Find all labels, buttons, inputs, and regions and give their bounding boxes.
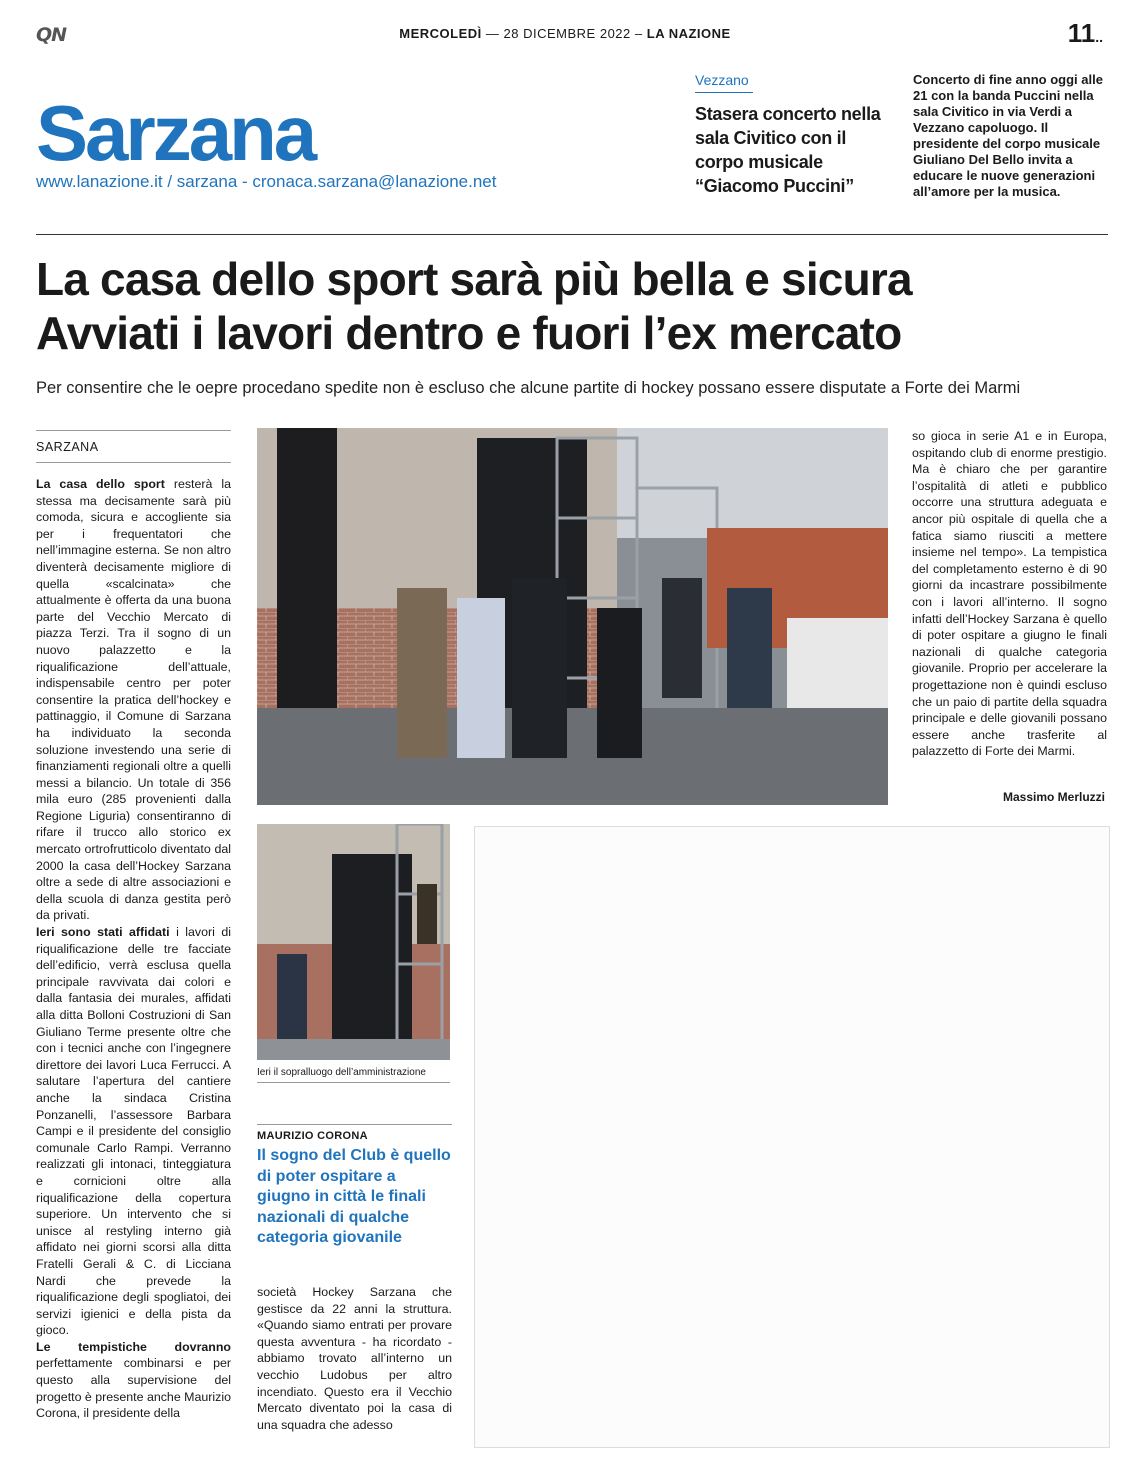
main-photo	[257, 428, 888, 805]
page-number-value: 11	[1067, 18, 1096, 48]
dateline-day: MERCOLEDÌ	[399, 26, 482, 41]
pull-quote: Il sogno del Club è quello di poter ospitare a giugno in città le finali nazionali di qualche categoria giovanile	[257, 1147, 451, 1246]
paragraph-body: resterà la stessa ma decisamente sarà più comoda, sicura e accogliente sia per i frequentatori che nell’immagine esterna. Se non altro diventerà decisamente migliore di quella «scalcinata» che attualmente è offerta da una buona parte del Vecchio Mercato di piazza Terzi. Tra il sogno di un nuovo palazzetto e la riqualificazione dell’attuale, indispensabile centro per poter consentire la pratica dell’hockey e pattinaggio, il Comune di Sarzana ha individuato la seconda soluzione investendo una serie di finanziamenti regionali oltre a quelli messi a bilancio. Un totale di 356 mila euro (285 provenienti dalla Regione Liguria) consentiranno di rifare il trucco allo storico ex mercato ortrofrutticolo diventato dal 2000 la casa dell’Hockey Sarzana oltre a sede di altre associazioni e della scuola di danza gestita però da privati.	[36, 477, 231, 923]
article-subheadline: Per consentire che le oepre procedano spedite non è escluso che alcune partite di hockey possano essere disputate a Forte dei Marmi	[36, 379, 1021, 397]
dateline-separator: –	[634, 26, 643, 41]
dateline-rule-bottom	[36, 462, 231, 463]
dateline-rule-top	[36, 430, 231, 431]
qn-logo: QN	[36, 24, 67, 46]
quote-divider	[257, 1124, 452, 1125]
paragraph-body: i lavori di riqualificazione delle tre facciate dell’edificio, verrà esclusa quella principale ravvivata dai colori e dalla fantasia dei murales, affidati alla ditta Bolloni Costruzioni di San Giuliano Terme presente oltre che con i tecnici anche con l’ingegnere direttore dei lavori Luca Ferrucci. A salutare l’apertura del cantiere anche la sindaca Cristina Ponzanelli, l’assessore Barbara Campi e il presidente del consiglio comunale Carlo Rampi. Verranno realizzati gli intonaci, tinteggiatura e cornicioni oltre alla riqualificazione della copertura superiore. Un intervento che si unisce al restyling interno già affidato nei giorni scorsi alla ditta Fratelli Gerali & C. di Licciana Nardi che prevede la riqualificazione degli spogliatoi, dei servizi igienici e della pista da gioco.	[36, 925, 231, 1338]
secondary-photo	[257, 824, 450, 1060]
page-number	[1068, 18, 1103, 52]
paragraph-lead: Le tempistiche dovranno	[36, 1339, 231, 1354]
dateline	[300, 26, 830, 42]
article-column-left	[36, 476, 231, 1446]
article-column-right: so gioca in serie A1 e in Europa, ospitando club di enorme prestigio. Ma è chiaro che per garantire l’ospitalità di atleti e pubblico occorre una struttura adeguata e ancor più ospitale di quella che a fatica siamo riusciti a mettere insieme nel tempo». La tempistica del completamento esterno è di 90 giorni da incastrare possibilmente con i lavori all’interno. Il sogno infatti dell’Hockey Sarzana è quello di poter ospitare a giugno le finali nazionali di qualche categoria giovanile. Proprio per accelerare la progettazione non è quindi escluso che un paio di partite della squadra principale e delle giovanili possano essere anche trasferite al palazzetto di Forte dei Marmi.	[912, 429, 1107, 759]
section-contact-link[interactable]: www.lanazione.it / sarzana - cronaca.sarzana@lanazione.net	[36, 172, 497, 191]
dateline-separator: —	[485, 26, 500, 41]
article-headline	[36, 252, 1116, 360]
paragraph-lead: La casa dello sport	[36, 477, 165, 491]
blank-ad-space	[474, 826, 1110, 1448]
headline-line-1: La casa dello sport sarà più bella e sicura	[36, 253, 912, 305]
article-column-middle: società Hockey Sarzana che gestisce da 22 anni la struttura. «Quando siamo entrati per provare questa avventura - ha ricordato - abbiamo trovato all’interno un vecchio Ludobus per altro incendiato. Questo era il Vecchio Mercato diventato poi la casa di una squadra che adesso	[257, 1285, 452, 1432]
header-divider	[36, 234, 1108, 235]
paragraph-body: perfettamente combinarsi e per questo alla supervisione del progetto è presente anche Maurizio Corona, il presidente della	[36, 1356, 231, 1421]
section-title: Sarzana	[36, 89, 315, 177]
dateline-date: 28 DICEMBRE 2022	[503, 26, 631, 41]
brief-kicker: Vezzano	[695, 72, 749, 88]
headline-line-2: Avviati i lavori dentro e fuori l’ex mercato	[36, 307, 902, 359]
caption-divider	[257, 1082, 450, 1083]
brief-text: Concerto di fine anno oggi alle 21 con la banda Puccini nella sala Civitico in via Verdi a Vezzano capoluogo. Il presidente del corpo musicale Giuliano Del Bello invita a educare le nuove generazioni all’amore per la musica.	[913, 72, 1103, 199]
paragraph-lead: Ieri sono stati affidati	[36, 925, 170, 940]
author-byline: Massimo Merluzzi	[1002, 790, 1105, 804]
page-number-dots: ..	[1095, 29, 1103, 45]
brief-headline: Stasera concerto nella sala Civitico con il corpo musicale “Giacomo Puccini”	[695, 104, 881, 196]
article-dateline: SARZANA	[36, 440, 99, 454]
quote-author: MAURIZIO CORONA	[257, 1130, 368, 1142]
dateline-paper: LA NAZIONE	[646, 26, 731, 41]
photo-caption: Ieri il sopralluogo dell’amministrazione	[257, 1067, 426, 1078]
brief-kicker-underline	[695, 92, 753, 93]
